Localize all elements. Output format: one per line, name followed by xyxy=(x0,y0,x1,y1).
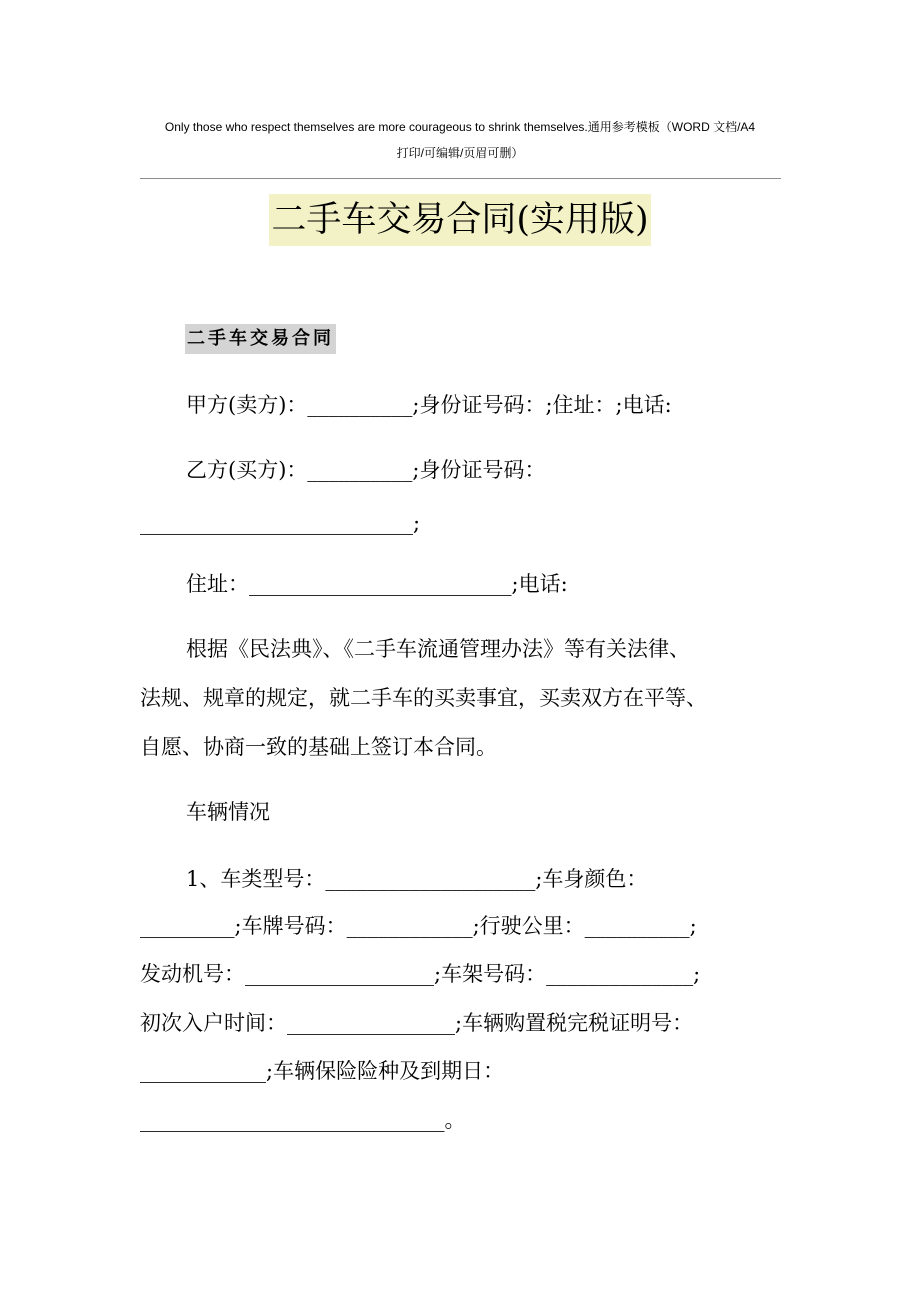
header-note-line1: Only those who respect themselves are more courageous to shrink themselves.通用参考模板（WORD 文档/A4 xyxy=(164,120,756,134)
section-heading: 二手车交易合同 xyxy=(185,324,336,354)
preamble-line-2: 法规、规章的规定，就二手车的买卖事宜，买卖双方在平等、 xyxy=(140,686,707,710)
header-note-line2: 打印/可编辑/页眉可删） xyxy=(396,146,524,160)
document-title-wrap xyxy=(0,194,920,246)
document-title: 二手车交易合同(实用版) xyxy=(269,194,650,246)
vehicle-item-line-4: 初次入户时间：________________;车辆购置税完税证明号： xyxy=(140,1011,694,1035)
vehicle-item-line-3: 发动机号：__________________;车架号码：______________; xyxy=(140,962,701,986)
party-a-line: 甲方(卖方)：__________;身份证号码：;住址：;电话: xyxy=(186,393,672,417)
preamble-line-1: 根据《民法典》、《二手车流通管理办法》等有关法律、 xyxy=(186,637,690,661)
header-note xyxy=(140,114,780,166)
vehicle-item-line-2: _________;车牌号码：____________;行驶公里：__________; xyxy=(140,914,697,938)
vehicle-item-line-5: ____________;车辆保险险种及到期日： xyxy=(140,1059,505,1083)
vehicle-section-heading: 车辆情况 xyxy=(186,800,270,824)
party-b-id-blank: __________________________; xyxy=(140,511,421,535)
preamble-line-3: 自愿、协商一致的基础上签订本合同。 xyxy=(140,735,497,759)
party-b-address-line: 住址：_________________________;电话: xyxy=(186,572,568,596)
vehicle-item-line-6: _____________________________。 xyxy=(140,1108,466,1132)
party-b-line: 乙方(买方)：__________;身份证号码： xyxy=(186,458,546,482)
vehicle-item-line-1: 1、车类型号：____________________;车身颜色： xyxy=(186,867,648,891)
header-divider xyxy=(140,178,781,179)
